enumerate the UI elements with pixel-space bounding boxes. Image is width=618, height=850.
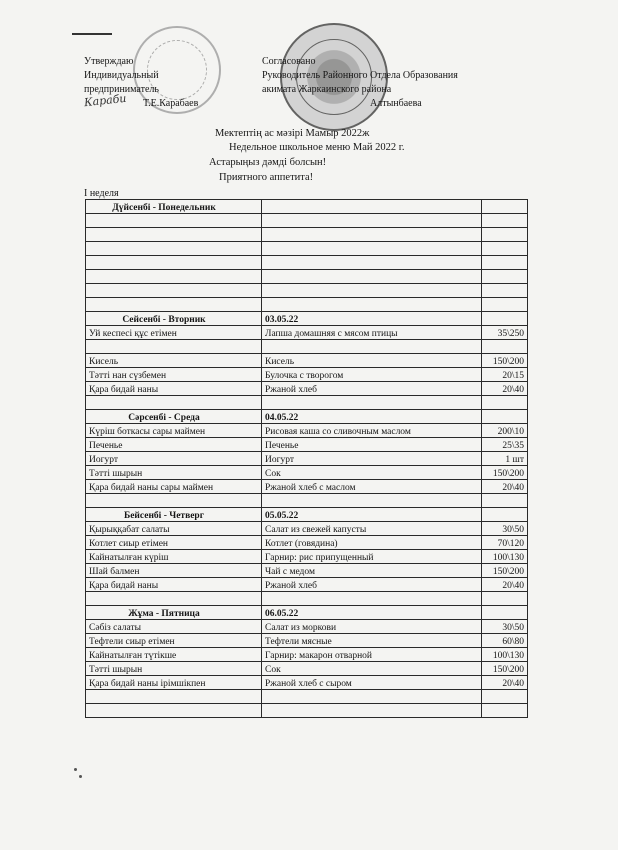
scan-speck xyxy=(74,768,77,771)
portion: 60\80 xyxy=(482,634,528,648)
dish-kz: Қара бидай наны xyxy=(86,382,262,396)
dish-kz: Күріш боткасы сары маймен xyxy=(86,424,262,438)
dish-kz: Қара бидай наны ірімшікпен xyxy=(86,676,262,690)
table-row xyxy=(86,704,528,718)
portion: 35\250 xyxy=(482,326,528,340)
table-row xyxy=(86,592,528,606)
day-date: 06.05.22 xyxy=(262,606,482,620)
portion xyxy=(482,340,528,354)
portion: 30\50 xyxy=(482,522,528,536)
day-header-row xyxy=(86,410,528,424)
dish-kz: Тәтті шырын xyxy=(86,662,262,676)
dish-ru: Ржаной хлеб с сыром xyxy=(262,676,482,690)
table-row xyxy=(86,284,528,298)
portion: 150\200 xyxy=(482,564,528,578)
dish-ru: Рисовая каша со сливочным маслом xyxy=(262,424,482,438)
table-row xyxy=(86,382,528,396)
dish-ru: Гарнир: рис припущенный xyxy=(262,550,482,564)
dish-ru: Сок xyxy=(262,662,482,676)
dish-ru: Салат из моркови xyxy=(262,620,482,634)
table-row xyxy=(86,662,528,676)
dish-ru: Иогурт xyxy=(262,452,482,466)
header-left-line-3: предприниматель xyxy=(84,84,159,95)
dish-ru: Кисель xyxy=(262,354,482,368)
table-row xyxy=(86,214,528,228)
weekly-menu-table xyxy=(85,199,528,718)
dish-kz: Қара бидай наны сары маймен xyxy=(86,480,262,494)
table-row xyxy=(86,326,528,340)
portion: 150\200 xyxy=(482,662,528,676)
day-date: 04.05.22 xyxy=(262,410,482,424)
header-right-line-1: Согласовано xyxy=(262,56,316,67)
dish-ru: Булочка с творогом xyxy=(262,368,482,382)
week-label: I неделя xyxy=(84,188,119,199)
portion: 25\35 xyxy=(482,438,528,452)
dish-ru: Гарнир: макарон отварной xyxy=(262,648,482,662)
dish-ru: Лапша домашняя с мясом птицы xyxy=(262,326,482,340)
dish-kz: Кайнатылған түтікше xyxy=(86,648,262,662)
dish-ru: Тефтели мясные xyxy=(262,634,482,648)
dish-ru: Ржаной хлеб с маслом xyxy=(262,480,482,494)
dish-kz: Тәтті шырын xyxy=(86,466,262,480)
wish-kazakh: Астарыңыз дәмді болсын! xyxy=(209,157,327,168)
table-row xyxy=(86,620,528,634)
portion: 100\130 xyxy=(482,648,528,662)
dish-kz: Уй кеспесі құс етімен xyxy=(86,326,262,340)
dish-ru: Котлет (говядина) xyxy=(262,536,482,550)
table-row xyxy=(86,648,528,662)
dish-ru xyxy=(262,340,482,354)
portion: 20\15 xyxy=(482,368,528,382)
dish-kz: Қара бидай наны xyxy=(86,578,262,592)
portion: 1 шт xyxy=(482,452,528,466)
table-row xyxy=(86,256,528,270)
dish-kz: Котлет сиыр етімен xyxy=(86,536,262,550)
portion: 20\40 xyxy=(482,676,528,690)
dish-ru: Чай с медом xyxy=(262,564,482,578)
portion: 20\40 xyxy=(482,382,528,396)
portion: 20\40 xyxy=(482,480,528,494)
table-row xyxy=(86,340,528,354)
day-header-row xyxy=(86,312,528,326)
day-date xyxy=(262,200,482,214)
table-row xyxy=(86,536,528,550)
day-name xyxy=(86,200,262,214)
dish-kz: Қырыққабат салаты xyxy=(86,522,262,536)
dish-kz: Сәбіз салаты xyxy=(86,620,262,634)
portion: 100\130 xyxy=(482,550,528,564)
dish-ru: Салат из свежей капусты xyxy=(262,522,482,536)
header-right-signatory: Алтынбаева xyxy=(370,98,422,109)
portion: 200\10 xyxy=(482,424,528,438)
day-header-row xyxy=(86,606,528,620)
table-row xyxy=(86,368,528,382)
table-row xyxy=(86,270,528,284)
dish-kz: Иогурт xyxy=(86,452,262,466)
header-left-line-1: Утверждаю xyxy=(84,56,134,67)
header-left-line-2: Индивидуальный xyxy=(84,70,159,81)
dish-ru: Ржаной хлеб xyxy=(262,382,482,396)
dish-kz: Шай балмен xyxy=(86,564,262,578)
day-header-row xyxy=(86,200,528,214)
dish-kz: Печенье xyxy=(86,438,262,452)
day-name-text: Сейсенбі - Вторник xyxy=(122,315,206,325)
title-russian: Недельное школьное меню Май 2022 г. xyxy=(229,142,405,153)
handwritten-signature: Караби xyxy=(83,91,128,110)
table-row xyxy=(86,522,528,536)
dish-kz xyxy=(86,340,262,354)
table-row xyxy=(86,424,528,438)
dish-kz: Тәтті нан сүзбемен xyxy=(86,368,262,382)
table-row xyxy=(86,242,528,256)
table-row xyxy=(86,452,528,466)
table-row xyxy=(86,676,528,690)
table-row xyxy=(86,396,528,410)
header-left-signatory: Т.Е.Карабаев xyxy=(143,98,199,109)
table-row xyxy=(86,690,528,704)
portion: 70\120 xyxy=(482,536,528,550)
portion: 20\40 xyxy=(482,578,528,592)
day-header-row xyxy=(86,508,528,522)
day-date: 05.05.22 xyxy=(262,508,482,522)
day-name-text: Бейсенбі - Четверг xyxy=(123,511,205,521)
scan-speck xyxy=(79,775,82,778)
table-row xyxy=(86,228,528,242)
header-right-line-2: Руководитель Районного Отдела Образования xyxy=(262,70,458,81)
portion: 150\200 xyxy=(482,466,528,480)
table-row xyxy=(86,466,528,480)
table-row xyxy=(86,438,528,452)
header-right-line-3: акимата Жаркаинского района xyxy=(262,84,392,95)
day-name-text: Жұма - Пятница xyxy=(128,609,200,619)
table-row xyxy=(86,494,528,508)
dish-kz: Кисель xyxy=(86,354,262,368)
dish-kz: Тефтели сиыр етімен xyxy=(86,634,262,648)
table-row xyxy=(86,550,528,564)
table-row xyxy=(86,298,528,312)
title-kazakh: Мектептің ас мәзірі Мамыр 2022ж xyxy=(215,128,370,139)
dish-ru: Печенье xyxy=(262,438,482,452)
day-name-text: Сәрсенбі - Среда xyxy=(128,413,200,423)
portion: 30\50 xyxy=(482,620,528,634)
table-row xyxy=(86,480,528,494)
day-name-text: Дүйсенбі - Понедельник xyxy=(112,203,216,213)
dish-kz: Кайнатылған күріш xyxy=(86,550,262,564)
table-row xyxy=(86,564,528,578)
table-row xyxy=(86,578,528,592)
table-row xyxy=(86,354,528,368)
day-date: 03.05.22 xyxy=(262,312,482,326)
table-row xyxy=(86,634,528,648)
portion: 150\200 xyxy=(482,354,528,368)
scan-artifact-line xyxy=(72,33,112,35)
wish-russian: Приятного аппетита! xyxy=(219,172,314,183)
dish-ru: Сок xyxy=(262,466,482,480)
dish-ru: Ржаной хлеб xyxy=(262,578,482,592)
